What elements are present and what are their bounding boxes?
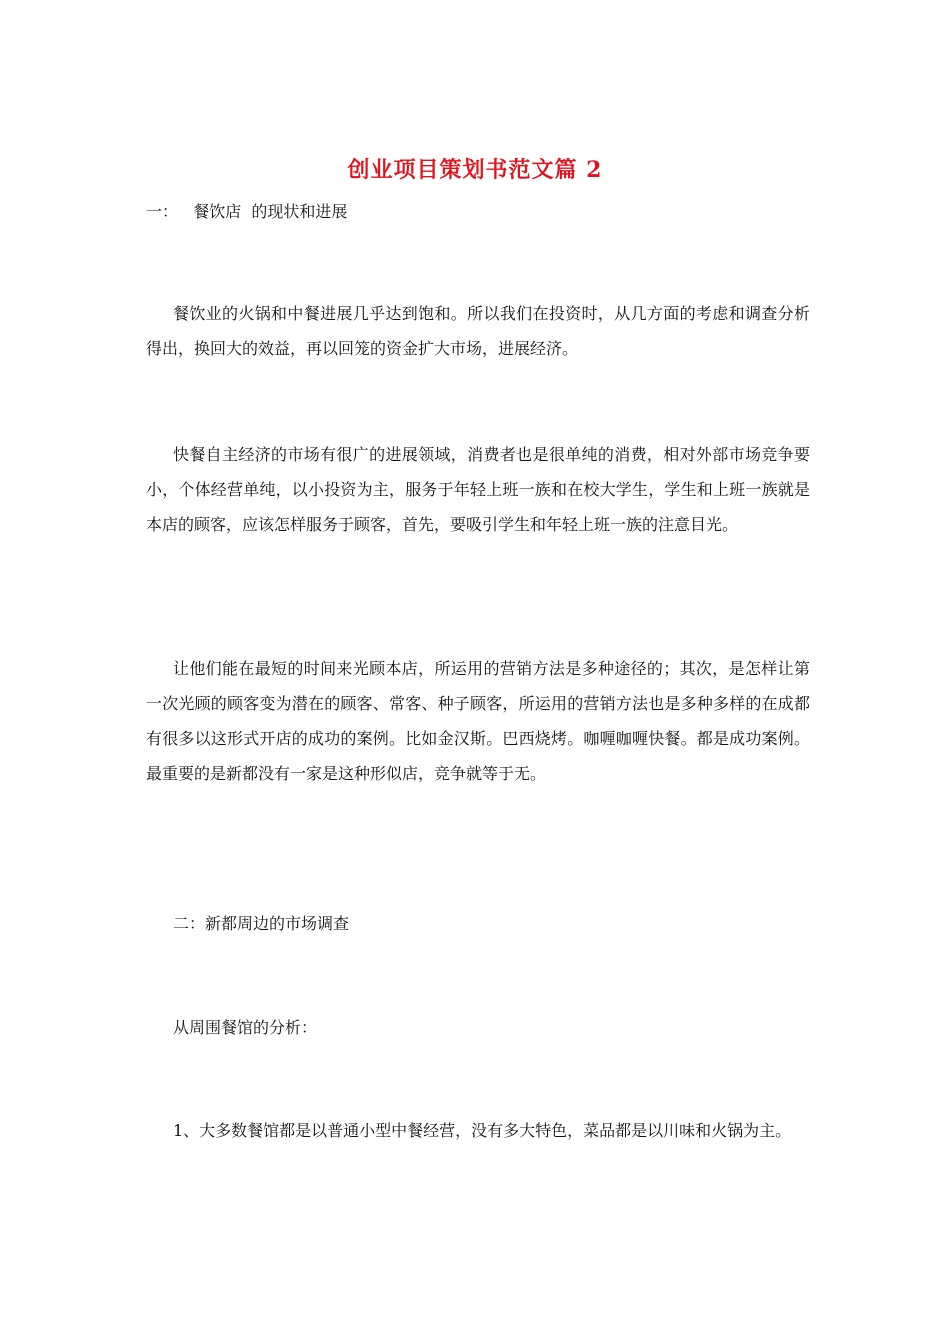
analysis-intro: 从周围餐馆的分析： xyxy=(173,1018,318,1037)
paragraph-market-saturation: 餐饮业的火锅和中餐进展几乎达到饱和。所以我们在投资时，从几方面的考虑和调查分析得出，换回大的效益，再以回笼的资金扩大市场，进展经济。 xyxy=(146,304,810,358)
document-title: 创业项目策划书范文篇 2 xyxy=(347,157,603,183)
section-heading-market-survey: 二：新都周边的市场调查 xyxy=(173,914,350,933)
list-item-1: 1、大多数餐馆都是以普通小型中餐经营，没有多大特色，菜品都是以川味和火锅为主。 xyxy=(173,1121,792,1140)
paragraph-marketing-methods: 让他们能在最短的时间来光顾本店，所运用的营销方法是多种途径的；其次，是怎样让第一次光顾的顾客变为潜在的顾客、常客、种子顾客，所运用的营销方法也是多种多样的在成都有很多以这形式开店的成功的案例。比如金汉斯。巴西烧烤。咖喱咖喱快餐。都是成功案例。最重要的是新都没有一家是这种形似店，竞争就等于无。 xyxy=(146,659,810,783)
paragraph-fast-food-market: 快餐自主经济的市场有很广的进展领域，消费者也是很单纯的消费，相对外部市场竞争要小，个体经营单纯，以小投资为主，服务于年轻上班一族和在校大学生，学生和上班一族就是本店的顾客，应该怎样服务于顾客，首先，要吸引学生和年轻上班一族的注意目光。 xyxy=(146,445,810,534)
section-heading-current-status: 一： 餐饮店 的现状和进展 xyxy=(146,202,348,221)
